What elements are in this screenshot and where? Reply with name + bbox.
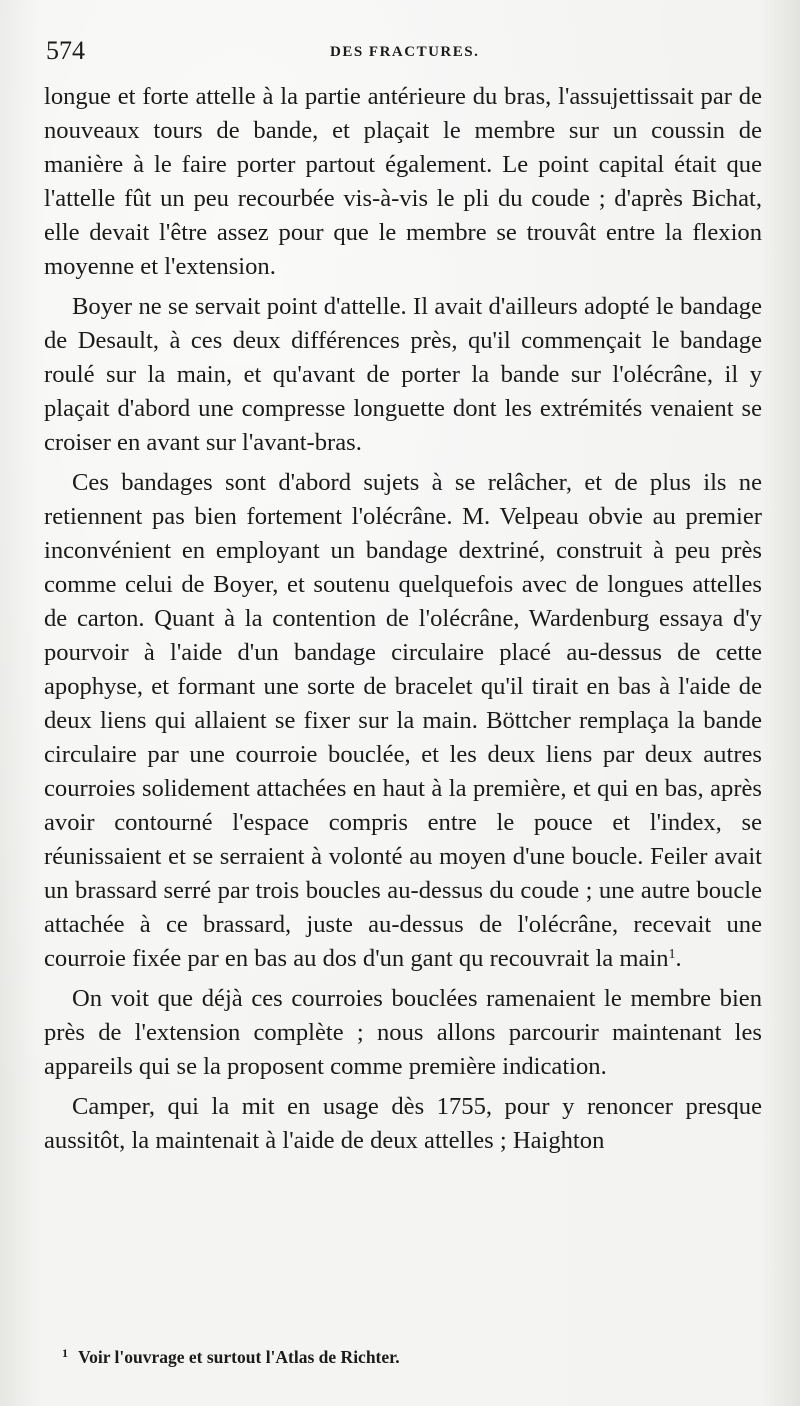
paragraph [44,290,762,460]
paragraph-text: On voit que déjà ces courroies bouclées ramenaient le membre bien près de l'extension complète ; nous allons parcourir maintenant les appareils qui se la proposent comme première indication. [44,985,762,1080]
running-head [46,36,760,66]
footnote [62,1341,762,1369]
paragraph [44,982,762,1084]
footnote-text: Voir l'ouvrage et surtout l'Atlas de Richter. [78,1347,400,1367]
paragraph: Ces bandages sont d'abord sujets à se relâcher, et de plus ils ne retiennent pas bien fortement l'olécrâne. M. Velpeau obvie au premier inconvénient en employant un bandage dextriné, construit à peu près comme celui de Boyer, et soutenu quelquefois avec de longues attelles de carton. Quant à la contention de l'olécrâne, Wardenburg essaya d'y pourvoir à l'aide d'un bandage circulaire placé au-dessus de cette apophyse, et formant une sorte de bracelet qu'il tirait en bas à l'aide de deux liens qui allaient se fixer sur la main. Böttcher remplaça la bande circulaire par une courroie bouclée, et les deux liens par deux autres courroies solidement attachées en haut à la première, et qui en bas, après avoir contourné l'espace compris entre le pouce et l'index, se réunissaient et se serraient à volonté au moyen d'une boucle. Feiler avait un brassard serré par trois boucles au-dessus du coude ; une autre boucle attachée à ce brassard, juste au-dessus de l'olécrâne, recevait une courroie fixée par en bas au dos d'un gant qu recouvrait la main$^1$. [44,469,762,972]
paragraph [44,1090,762,1158]
footnote-reference[interactable]: 1 [668,947,676,962]
paragraph-text: Boyer ne se servait point d'attelle. Il avait d'ailleurs adopté le bandage de Desault, à ces deux différences près, qu'il commençait le bandage roulé sur la main, et qu'avant de porter la bande sur l'olécrâne, il y plaçait d'abord une compresse longuette dont les extrémités venaient se croiser en avant sur l'avant-bras. [44,293,762,456]
page-number: 574 [46,36,85,65]
paragraph-text: longue et forte attelle à la partie antérieure du bras, l'assujettissait par de nouveaux tours de bande, et plaçait le membre sur un coussin de manière à le faire porter partout également. Le point capital était que l'attelle fût un peu recourbée vis-à-vis le pli du coude ; d'après Bichat, elle devait l'être assez pour que le membre se trouvât entre la flexion moyenne et l'extension. [44,83,762,280]
paragraph-text: Ces bandages sont d'abord sujets à se relâcher, et de plus ils ne retiennent pas bien fortement l'olécrâne. M. Velpeau obvie au premier inconvénient en employant un bandage dextriné, construit à peu près comme celui de Boyer, et soutenu quelquefois avec de longues attelles de carton. Quant à la contention de l'olécrâne, Wardenburg essaya d'y pourvoir à l'aide d'un bandage circulaire placé au-dessus de cette apophyse, et formant une sorte de bracelet qu'il tirait en bas à l'aide de deux liens qui allaient se fixer sur la main. Böttcher remplaça la bande circulaire par une courroie bouclée, et les deux liens par deux autres courroies solidement attachées en haut à la première, et qui en bas, après avoir contourné l'espace compris entre le pouce et l'index, se réunissaient et se serraient à volonté au moyen d'une boucle. Feiler avait un brassard serré par trois boucles au-dessus du coude ; une autre boucle attachée à ce brassard, juste au-dessus de l'olécrâne, recevait une courroie fixée par en bas au dos d'un gant qu recouvrait la main [44,469,762,972]
paragraph [44,80,762,284]
body-text [44,80,762,1158]
running-title: DES FRACTURES. [330,44,480,60]
paragraph-text: Camper, qui la mit en usage dès 1755, pour y renoncer presque aussitôt, la maintenait à l'aide de deux attelles ; Haighton [44,1093,762,1154]
footnote-mark: 1 [62,1346,68,1360]
